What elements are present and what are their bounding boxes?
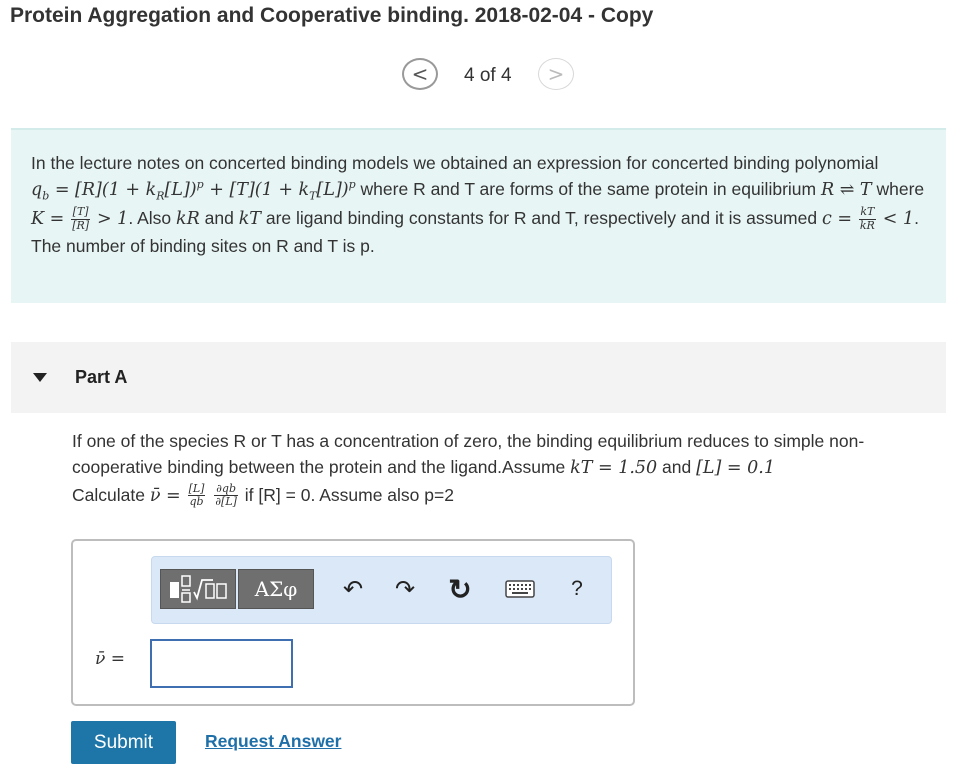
answer-input[interactable] bbox=[150, 639, 293, 688]
question-text-4: if [R] = 0. Assume also p=2 bbox=[244, 484, 454, 505]
request-answer-link[interactable]: Request Answer bbox=[205, 731, 342, 751]
collapse-caret-icon[interactable] bbox=[33, 373, 47, 382]
question-text bbox=[72, 428, 932, 509]
templates-button[interactable] bbox=[160, 569, 236, 609]
k-fraction-denominator: [R] bbox=[72, 219, 90, 233]
partial-derivative-fraction bbox=[214, 483, 238, 509]
reset-icon[interactable]: ↻ bbox=[448, 573, 472, 605]
undo-icon[interactable]: ↶ bbox=[342, 575, 364, 603]
c-fraction bbox=[859, 206, 876, 232]
templates-icon bbox=[167, 574, 229, 604]
k-fraction-numerator: [T] bbox=[72, 205, 89, 219]
fraction-2-denominator: ∂[L] bbox=[215, 495, 237, 509]
fraction-2-numerator: ∂qb bbox=[216, 481, 237, 495]
keyboard-icon[interactable] bbox=[504, 571, 536, 607]
help-button[interactable]: ? bbox=[571, 577, 583, 600]
page-counter: 4 of 4 bbox=[464, 65, 512, 86]
k-equation-lhs: K = bbox=[31, 209, 65, 230]
question-text-3: Calculate bbox=[72, 484, 150, 505]
part-label: Part A bbox=[75, 367, 128, 387]
math-toolbar bbox=[151, 556, 612, 624]
k-equation-tail: > 1 bbox=[96, 209, 129, 230]
intro-text-2: where R and T are forms of the same protein in equilibrium bbox=[360, 179, 821, 200]
answer-panel bbox=[71, 539, 635, 706]
fraction-1-denominator: qb bbox=[189, 495, 204, 509]
equilibrium-equation: R ⇌ T bbox=[820, 180, 872, 201]
nu-bar-lhs: ν̄ = bbox=[149, 485, 181, 506]
chevron-left-icon: < bbox=[411, 62, 429, 86]
chevron-right-icon: > bbox=[547, 62, 565, 86]
intro-text-1: In the lecture notes on concerted binding models we obtained an expression for concerted binding polynomial bbox=[31, 153, 879, 173]
c-fraction-denominator: kR bbox=[859, 219, 875, 233]
c-equation-lhs: c = bbox=[821, 209, 852, 230]
intro-text bbox=[31, 150, 931, 259]
c-fraction-numerator: kT bbox=[860, 205, 875, 219]
intro-text-3: where bbox=[876, 179, 925, 200]
c-equation-tail: < 1 bbox=[882, 209, 915, 230]
pager bbox=[402, 56, 582, 94]
greek-symbols-button[interactable]: ΑΣφ bbox=[238, 569, 314, 609]
redo-icon[interactable]: ↷ bbox=[394, 575, 416, 603]
intro-text-4: . Also bbox=[128, 208, 176, 229]
next-page-button[interactable] bbox=[538, 58, 574, 90]
kt-value-equation: kT = 1.50 bbox=[570, 458, 658, 479]
kt-symbol: kT bbox=[238, 209, 261, 230]
k-fraction bbox=[71, 206, 90, 232]
ligand-value-equation: [L] = 0.1 bbox=[696, 458, 775, 479]
submit-button[interactable]: Submit bbox=[71, 721, 176, 764]
binding-polynomial-equation: $q_b = [R](1 + k_R[L])^p + [T](1 + k_T[L])^p$ bbox=[31, 178, 356, 203]
part-a-header[interactable] bbox=[11, 342, 946, 413]
question-text-2: and bbox=[662, 457, 697, 478]
fraction-1-numerator: [L] bbox=[188, 481, 205, 495]
previous-page-button[interactable] bbox=[402, 58, 438, 90]
keyboard-glyph bbox=[505, 580, 535, 598]
kr-symbol: kR bbox=[175, 209, 200, 230]
intro-text-5: and bbox=[204, 208, 239, 229]
question-text-1: If one of the species R or T has a concentration of zero, the binding equilibrium reduces to simple non-cooperative binding between the protein and the ligand.Assume bbox=[72, 431, 865, 478]
problem-intro bbox=[11, 128, 946, 303]
intro-text-6: are ligand binding constants for R and T, respectively and it is assumed bbox=[265, 208, 822, 229]
ligand-over-qb-fraction bbox=[188, 483, 206, 509]
page-title: Protein Aggregation and Cooperative binding. 2018-02-04 - Copy bbox=[10, 4, 654, 27]
answer-label: ν̄ = bbox=[95, 649, 125, 669]
intro-text-7: . The number of binding sites on R and T is p. bbox=[31, 208, 919, 256]
